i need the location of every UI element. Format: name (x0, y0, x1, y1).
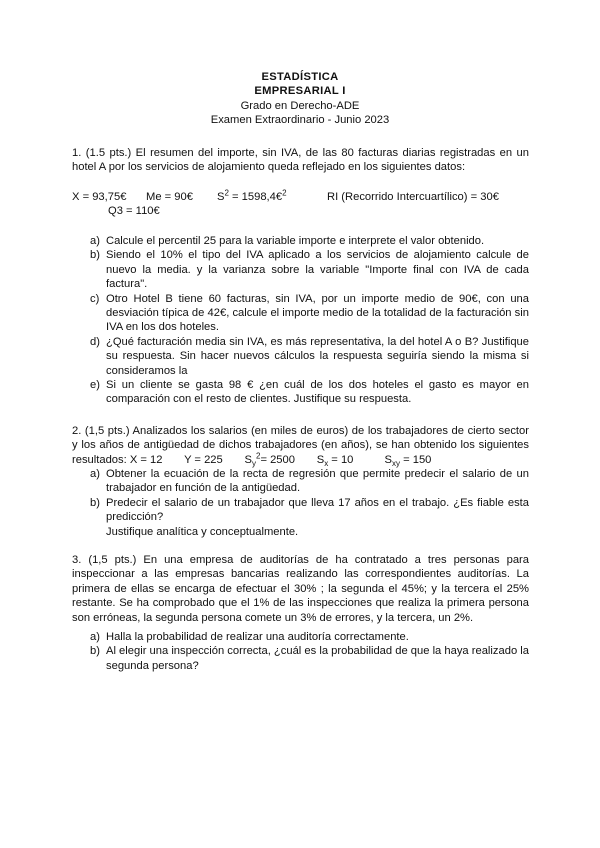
stat-mean: X = 93,75€ (72, 191, 127, 203)
q2-items (72, 467, 529, 525)
q2-sx-value: = 10 (328, 453, 354, 466)
q2-item (72, 467, 529, 496)
q2-sy2 (244, 451, 295, 469)
q1-item (72, 248, 529, 291)
q3-items (72, 630, 529, 673)
q2-sxy-sub: xy (391, 459, 400, 469)
stat-median: Me = 90€ (146, 191, 193, 203)
title-line-2: EMPRESARIAL I (254, 85, 346, 98)
q2-tail: Justifique analítica y conceptualmente. (106, 526, 299, 538)
q2-sy2-value: = 2500 (260, 453, 295, 466)
item-text: Calcule el percentil 25 para la variable importe e interprete el valor obtenido. (106, 235, 485, 247)
q1-item (72, 378, 529, 407)
stat-variance-value: = 1598,4€ (228, 191, 283, 203)
item-label: a) (90, 235, 100, 247)
q2-sy2-s: S (244, 453, 252, 466)
item-label: b) (90, 496, 100, 509)
item-label: a) (90, 631, 100, 643)
q3-item (72, 630, 529, 644)
item-label: a) (90, 468, 100, 480)
item-text: ¿Qué facturación media sin IVA, es más representativa, la del hotel A o B? Justifique su respuesta. Sin hacer nuevos cálculos la respuesta seguiría siendo la misma si consideramos la (106, 335, 529, 377)
q1-items (72, 234, 529, 407)
q2-sy2-sub: y (251, 459, 256, 469)
q2-sy2-sup: 2 (255, 451, 261, 461)
q1-item (72, 234, 529, 248)
item-label: b) (90, 249, 100, 262)
item-text: Al elegir una inspección correcta, ¿cuál es la probabilidad de que la haya realizado la segunda persona? (106, 645, 529, 672)
title-line-1: ESTADÍSTICA (261, 71, 339, 83)
item-label: d) (90, 335, 100, 348)
item-text: Obtener la ecuación de la recta de regresión que permite predecir el salario de un trabajador en función de la antigüedad. (106, 468, 529, 495)
q2-sx-sub: x (324, 459, 329, 469)
q2-block (72, 424, 529, 467)
item-text: Siendo el 10% el tipo del IVA aplicado a los servicios de alojamiento calcule de nuevo la media. y la varianza sobre la variable "Importe final con IVA de cada factura". (106, 249, 529, 291)
exam-header (0, 70, 600, 128)
stat-variance-sup: 2 (224, 188, 229, 198)
stat-q3: Q3 = 110€ (108, 205, 160, 217)
item-label: e) (90, 379, 100, 392)
q2-y: Y = 225 (184, 453, 223, 466)
q2-sxy (384, 453, 432, 469)
q1-intro: 1. (1.5 pts.) El resumen del importe, sin IVA, de las 80 facturas diarias registradas en un hotel A por los servicios de alojamiento queda reflejado en los siguientes datos: (72, 147, 529, 174)
q3-intro: 3. (1,5 pts.) En una empresa de auditorías de ha contratado a tres personas para inspeccionar a las empresas bancarias realizando las correspondientes auditorías. La primera de ellas se encarga de efectuar el 30% ; la segunda el 45%; y la tercera el 25% restante. Se ha comprobado que el 1% de las inspecciones que realiza la primera persona son erróneas, la segunda persona comete un 3% de errores, y la tercera, un 2%. (72, 554, 529, 624)
q2-intro: 2. (1,5 pts.) Analizados los salarios (en miles de euros) de los trabajadores de cierto sector y los años de antigüedad de dichos trabajadores (en años), se han obtenido los siguientes resultados: (72, 425, 529, 466)
stat-variance (217, 190, 287, 204)
q2-x: X = 12 (129, 453, 163, 466)
degree-line: Grado en Derecho-ADE (240, 99, 360, 112)
stat-variance-unit-sup: 2 (282, 188, 287, 198)
item-text: Predecir el salario de un trabajador que lleva 17 años en el trabajo. ¿Es fiable esta predicción? (106, 496, 529, 524)
q1-item (72, 292, 529, 335)
item-label: c) (90, 292, 100, 305)
q1-stats (72, 190, 542, 220)
item-text: Otro Hotel B tiene 60 facturas, sin IVA, por un importe medio de 90€, con una desviación típica de 42€, calcule el importe medio de la totalidad de la facturación sin IVA en los dos hoteles. (106, 292, 529, 334)
exam-line: Examen Extraordinario - Junio 2023 (210, 114, 390, 127)
item-label: b) (90, 645, 100, 658)
stat-variance-s: S (217, 191, 225, 203)
q2-sx-s: S (316, 453, 325, 466)
stat-iqr: RI (Recorrido Intercuartílico) = 30€ (327, 191, 499, 203)
item-text: Si un cliente se gasta 98 € ¿en cuál de los dos hoteles el gasto es mayor en comparación con el resto de clientes. Justifique su respuesta. (106, 379, 529, 406)
item-text: Halla la probabilidad de realizar una auditoría correctamente. (106, 631, 409, 643)
q3-item (72, 644, 529, 673)
q2-item (72, 496, 529, 525)
q2-sxy-value: = 150 (399, 453, 432, 466)
q2-sxy-s: S (384, 453, 392, 466)
q2-sx (316, 453, 354, 469)
q1-item (72, 335, 529, 378)
